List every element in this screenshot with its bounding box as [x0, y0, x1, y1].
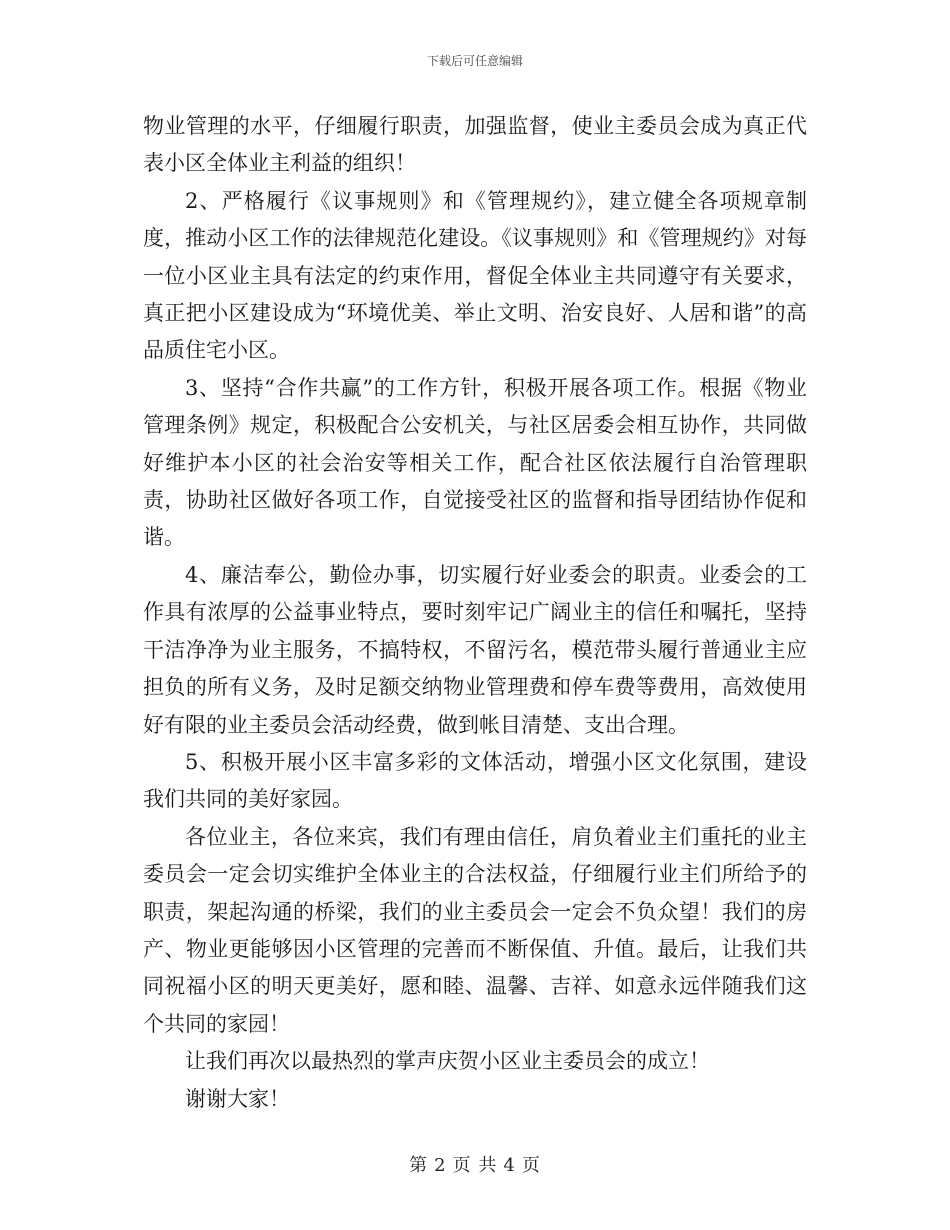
paragraph-closing-remarks: 各位业主，各位来宾，我们有理由信任，肩负着业主们重托的业主委员会一定会切实维护全体业主的合法权益，仔细履行业主们所给予的职责，架起沟通的桥梁，我们的业主委员会一定会不负众望！我们的房产、物业更能够因小区管理的完善而不断保值、升值。最后，让我们共同祝福小区的明天更美好，愿和睦、温馨、吉祥、如意永远伴随我们这个共同的家园！ — [143, 824, 807, 1036]
paragraph-item-4: 4、廉洁奉公，勤俭办事，切实履行好业委会的职责。业委会的工作具有浓厚的公益事业特点，要时刻牢记广阔业主的信任和嘱托，坚持干洁净净为业主服务，不搞特权，不留污名，模范带头履行普通业主应担负的所有义务，及时足额交纳物业管理费和停车费等费用，高效使用好有限的业主委员会活动经费，做到帐目清楚、支出合理。 — [143, 562, 807, 737]
page-number-footer — [0, 1154, 950, 1178]
document-body — [143, 108, 807, 1118]
footer-prefix: 第 — [409, 1155, 429, 1176]
paragraph-item-5: 5、积极开展小区丰富多彩的文体活动，增强小区文化氛围，建设我们共同的美好家园。 — [143, 749, 807, 812]
paragraph-celebration: 让我们再次以最热烈的掌声庆贺小区业主委员会的成立！ — [185, 1049, 710, 1074]
footer-suffix: 页 — [521, 1155, 541, 1176]
paragraph-item-3: 3、坚持“合作共赢”的工作方针，积极开展各项工作。根据《物业管理条例》规定，积极配合公安机关，与社区居委会相互协作，共同做好维护本小区的社会治安等相关工作，配合社区依法履行自治管理职责，协助社区做好各项工作，自觉接受社区的监督和指导团结协作促和谐。 — [143, 375, 807, 550]
footer-middle: 页 共 — [452, 1155, 498, 1176]
paragraph-continuation: 物业管理的水平，仔细履行职责，加强监督，使业主委员会成为真正代表小区全体业主利益的组织！ — [143, 114, 807, 176]
page-header-note: 下载后可任意编辑 — [426, 54, 523, 68]
paragraph-thanks: 谢谢大家！ — [185, 1086, 290, 1111]
current-page-number: 2 — [434, 1155, 447, 1176]
total-pages-number: 4 — [503, 1155, 516, 1176]
paragraph-item-2: 2、严格履行《议事规则》和《管理规约》，建立健全各项规章制度，推动小区工作的法律规范化建设。《议事规则》和《管理规约》对每一位小区业主具有法定的约束作用，督促全体业主共同遵守有关要求，真正把小区建设成为“环境优美、举止文明、治安良好、人居和谐”的高品质住宅小区。 — [143, 188, 807, 363]
